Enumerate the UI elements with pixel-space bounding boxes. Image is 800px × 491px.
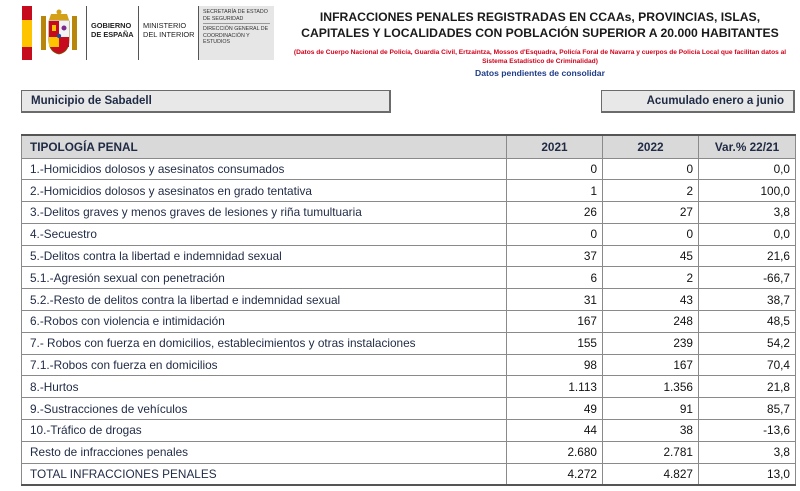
table-row: [22, 245, 796, 267]
row-2021-cell: 37: [507, 245, 603, 267]
table-row: [22, 180, 796, 202]
table-row: [22, 376, 796, 398]
ministerio-label: MINISTERIO DEL INTERIOR: [138, 6, 198, 60]
crime-table: [21, 134, 796, 486]
row-2022-cell: 2: [603, 180, 699, 202]
row-name-cell: 10.-Tráfico de drogas: [22, 420, 507, 442]
secretaria-block: [198, 6, 274, 60]
row-2021-cell: 0: [507, 223, 603, 245]
header-tipologia: TIPOLOGÍA PENAL: [22, 135, 507, 158]
header-2021: 2021: [507, 135, 603, 158]
spain-flag-stripe: [22, 6, 32, 60]
row-name-cell: 2.-Homicidios dolosos y asesinatos en grado tentativa: [22, 180, 507, 202]
row-variation-cell: 3,8: [699, 202, 796, 224]
row-2021-cell: 1: [507, 180, 603, 202]
table-row: [22, 398, 796, 420]
row-name-cell: 3.-Delitos graves y menos graves de lesiones y riña tumultuaria: [22, 202, 507, 224]
row-name-cell: 6.-Robos con violencia e intimidación: [22, 311, 507, 333]
row-2021-cell: 167: [507, 311, 603, 333]
row-2022-cell: 4.827: [603, 463, 699, 485]
row-name-cell: 4.-Secuestro: [22, 223, 507, 245]
row-2021-cell: 2.680: [507, 441, 603, 463]
row-2022-cell: 45: [603, 245, 699, 267]
row-variation-cell: 21,6: [699, 245, 796, 267]
row-name-cell: Resto de infracciones penales: [22, 441, 507, 463]
row-2022-cell: 2.781: [603, 441, 699, 463]
period-box: [601, 90, 795, 113]
table-row: [22, 441, 796, 463]
row-2022-cell: 1.356: [603, 376, 699, 398]
table-row: [22, 420, 796, 442]
row-variation-cell: 54,2: [699, 332, 796, 354]
table-row: [22, 158, 796, 180]
row-2022-cell: 248: [603, 311, 699, 333]
pending-note: Datos pendientes de consolidar: [475, 68, 605, 78]
row-name-cell: 7.- Robos con fuerza en domicilios, establecimientos y otras instalaciones: [22, 332, 507, 354]
row-name-cell: 1.-Homicidios dolosos y asesinatos consumados: [22, 158, 507, 180]
header-variation: Var.% 22/21: [699, 135, 796, 158]
row-name-cell: 5.-Delitos contra la libertad e indemnidad sexual: [22, 245, 507, 267]
table-row: [22, 311, 796, 333]
secretaria-label: SECRETARÍA DE ESTADO DE SEGURIDAD: [203, 9, 268, 22]
row-2021-cell: 26: [507, 202, 603, 224]
row-name-cell: TOTAL INFRACCIONES PENALES: [22, 463, 507, 485]
row-2021-cell: 31: [507, 289, 603, 311]
row-name-cell: 5.1.-Agresión sexual con penetración: [22, 267, 507, 289]
coat-of-arms-icon: [32, 6, 86, 60]
row-2022-cell: 43: [603, 289, 699, 311]
row-variation-cell: 0,0: [699, 223, 796, 245]
gobierno-label: GOBIERNO DE ESPAÑA: [86, 6, 138, 60]
row-2022-cell: 27: [603, 202, 699, 224]
row-2022-cell: 167: [603, 354, 699, 376]
row-variation-cell: 70,4: [699, 354, 796, 376]
row-2022-cell: 239: [603, 332, 699, 354]
direccion-label: DIRECCIÓN GENERAL DE COORDINACIÓN Y ESTUDIOS: [203, 23, 270, 46]
row-name-cell: 9.-Sustracciones de vehículos: [22, 398, 507, 420]
report-source-note: (Datos de Cuerpo Nacional de Policía, Guardia Civil, Ertzaintza, Mossos d'Esquadra, Policía Foral de Navarra y cuerpos de Policía Local que facilitan datos al Sistema Estadístico de Criminalidad): [293, 49, 787, 65]
table-row: [22, 332, 796, 354]
row-variation-cell: 100,0: [699, 180, 796, 202]
table-header-row: [22, 135, 796, 158]
row-2021-cell: 4.272: [507, 463, 603, 485]
row-2021-cell: 49: [507, 398, 603, 420]
row-2022-cell: 38: [603, 420, 699, 442]
table-row: [22, 223, 796, 245]
row-name-cell: 8.-Hurtos: [22, 376, 507, 398]
row-name-cell: 5.2.-Resto de delitos contra la libertad e indemnidad sexual: [22, 289, 507, 311]
row-variation-cell: 85,7: [699, 398, 796, 420]
row-2021-cell: 155: [507, 332, 603, 354]
row-variation-cell: 3,8: [699, 441, 796, 463]
period-label: Acumulado enero a junio: [646, 95, 784, 107]
report-title: INFRACCIONES PENALES REGISTRADAS EN CCAAs, PROVINCIAS, ISLAS, CAPITALES Y LOCALIDADES CON POBLACIÓN SUPERIOR A 20.000 HABITANTES: [301, 10, 779, 40]
row-2022-cell: 0: [603, 223, 699, 245]
row-variation-cell: -13,6: [699, 420, 796, 442]
row-2022-cell: 91: [603, 398, 699, 420]
header-2022: 2022: [603, 135, 699, 158]
table-row: [22, 289, 796, 311]
municipality-label: Municipio de Sabadell: [31, 95, 152, 107]
row-2022-cell: 2: [603, 267, 699, 289]
table-row: [22, 354, 796, 376]
row-2021-cell: 98: [507, 354, 603, 376]
municipality-box: [21, 90, 391, 113]
row-variation-cell: 0,0: [699, 158, 796, 180]
row-variation-cell: -66,7: [699, 267, 796, 289]
table-row: [22, 267, 796, 289]
row-variation-cell: 38,7: [699, 289, 796, 311]
row-2021-cell: 1.113: [507, 376, 603, 398]
government-logo: [22, 6, 274, 60]
row-name-cell: 7.1.-Robos con fuerza en domicilios: [22, 354, 507, 376]
row-2021-cell: 6: [507, 267, 603, 289]
row-variation-cell: 48,5: [699, 311, 796, 333]
row-2021-cell: 0: [507, 158, 603, 180]
row-2022-cell: 0: [603, 158, 699, 180]
row-variation-cell: 13,0: [699, 463, 796, 485]
row-2021-cell: 44: [507, 420, 603, 442]
row-variation-cell: 21,8: [699, 376, 796, 398]
table-row: [22, 202, 796, 224]
table-row: [22, 463, 796, 485]
